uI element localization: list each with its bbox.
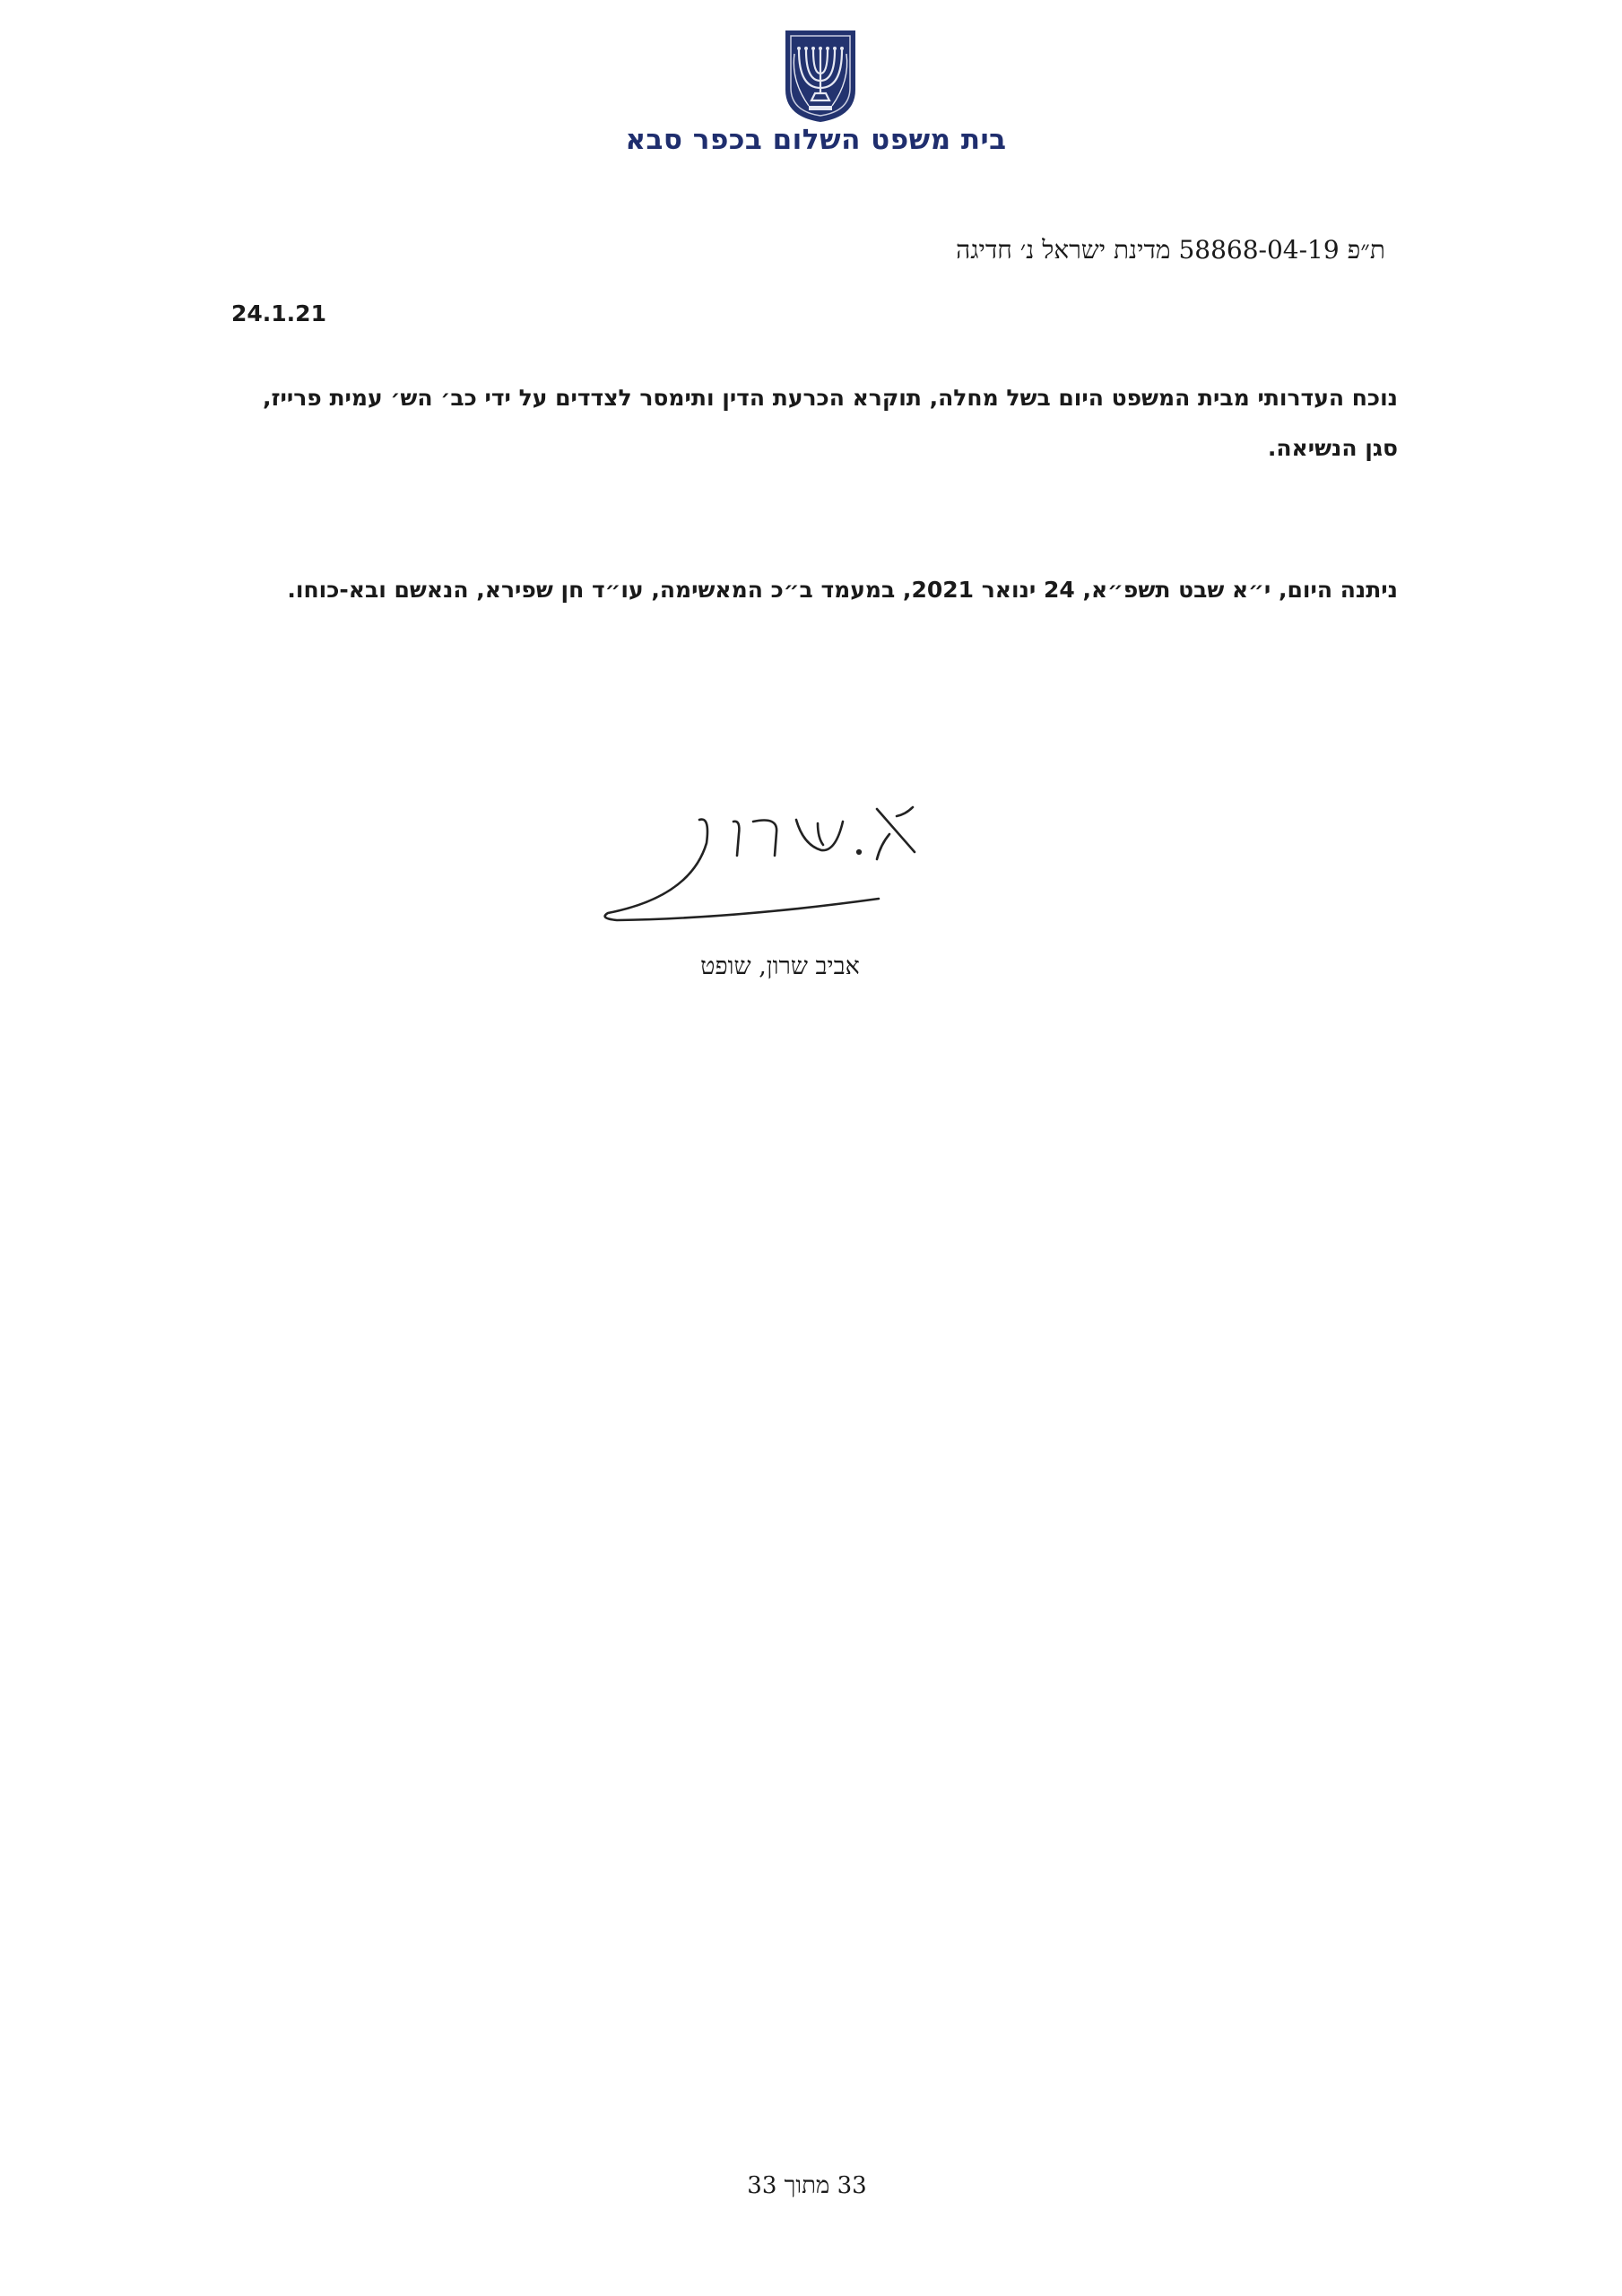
page-number: 33 מתוך 33	[747, 2172, 867, 2199]
body-paragraph-1: נוכח העדרותי מבית המשפט היום בשל מחלה, תוקרא הכרעת הדין ותימסר לצדדים על ידי כב׳ הש׳ עמית פרייז, סגן הנשיאה.	[263, 385, 1398, 461]
body-paragraph-2: ניתנה היום, י״א שבט תשפ״א, 24 ינואר 2021, במעמד ב״כ המאשימה, עו״ד חן שפירא, הנאשם ובא-כוחו.	[287, 577, 1398, 603]
handwritten-signature	[592, 789, 932, 942]
case-number-line: ת״פ 58868-04-19 מדינת ישראל נ׳ חדיגה	[956, 235, 1385, 265]
signer-name: אביב שרון, שופט	[700, 952, 860, 980]
court-name-heading: בית משפט השלום בכפר סבא	[625, 124, 1007, 156]
decision-date: 24.1.21	[231, 300, 326, 326]
state-emblem-menorah-icon	[782, 27, 859, 124]
